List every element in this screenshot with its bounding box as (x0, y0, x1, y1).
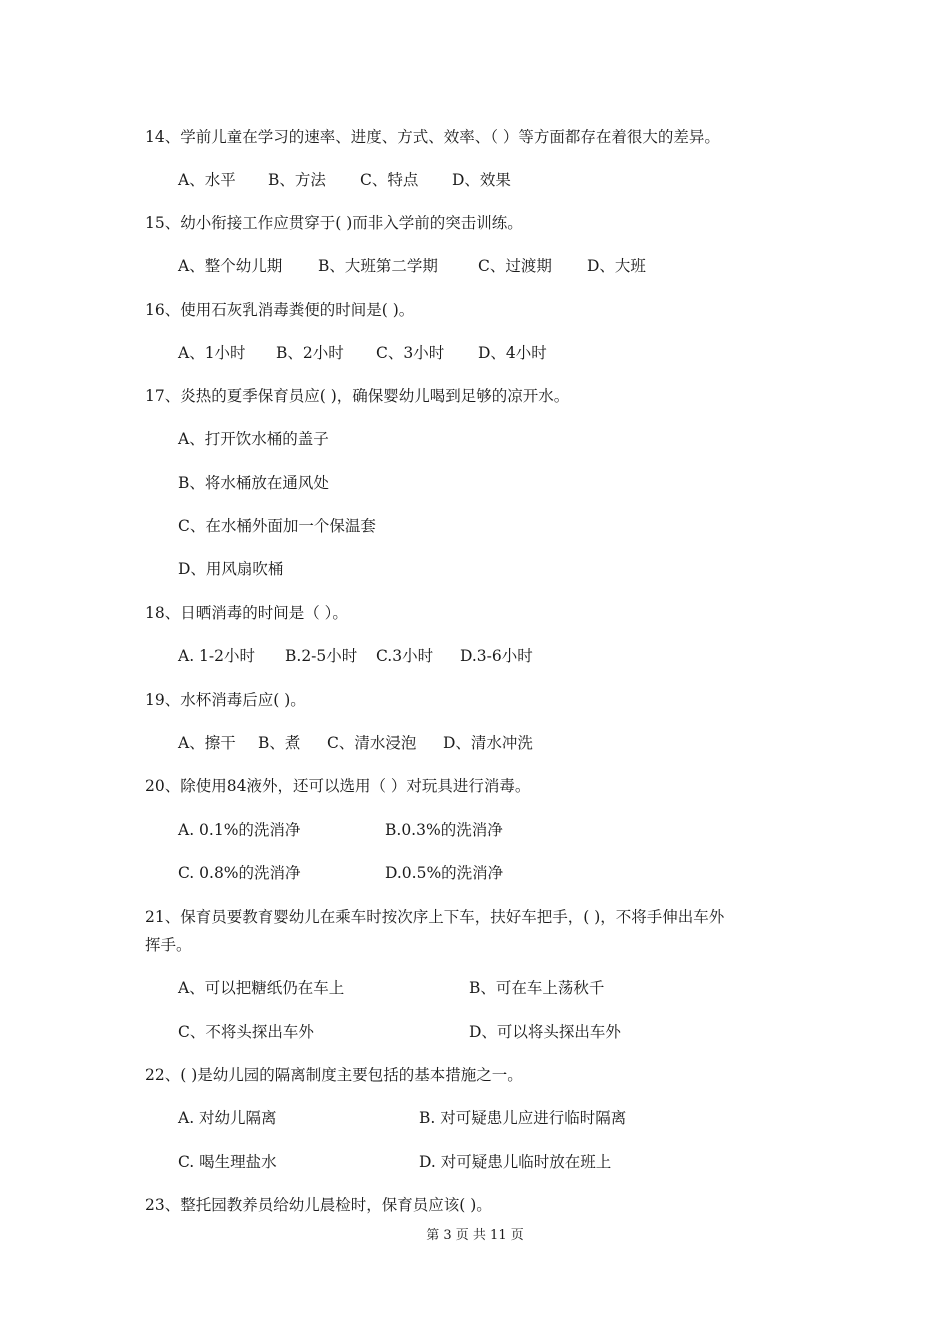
option-18-c: C.3小时 (376, 647, 434, 665)
option-17-c: C、在水桶外面加一个保温套 (178, 517, 376, 535)
option-22-d: D. 对可疑患儿临时放在班上 (419, 1153, 612, 1171)
option-17-d: D、用风扇吹桶 (178, 560, 284, 578)
option-19-d: D、清水冲洗 (443, 734, 533, 752)
question-23: 23、整托园教养员给幼儿晨检时，保育员应该( )。 (145, 1196, 492, 1214)
option-16-c: C、3小时 (376, 344, 445, 362)
option-16-d: D、4小时 (478, 344, 547, 362)
option-15-d: D、大班 (587, 257, 646, 275)
option-19-c: C、清水浸泡 (327, 734, 417, 752)
option-14-d: D、效果 (452, 171, 511, 189)
option-17-b: B、将水桶放在通风处 (178, 474, 329, 492)
option-20-b: B.0.3%的洗消净 (385, 821, 503, 839)
question-15: 15、幼小衔接工作应贯穿于( )而非入学前的突击训练。 (145, 214, 523, 232)
option-21-a: A、可以把糖纸仍在车上 (178, 979, 345, 997)
option-16-a: A、1小时 (178, 344, 246, 362)
page-footer: 第 3 页 共 11 页 (426, 1228, 524, 1243)
option-22-c: C. 喝生理盐水 (178, 1153, 277, 1171)
option-19-a: A、擦干 (178, 734, 236, 752)
option-18-d: D.3-6小时 (460, 647, 533, 665)
option-22-b: B. 对可疑患儿应进行临时隔离 (419, 1109, 627, 1127)
question-21: 21、保育员要教育婴幼儿在乘车时按次序上下车，扶好车把手，( )，不将手伸出车外 (145, 908, 725, 926)
option-22-a: A. 对幼儿隔离 (178, 1109, 277, 1127)
option-18-a: A. 1-2小时 (178, 647, 256, 665)
question-18: 18、日晒消毒的时间是（ ）。 (145, 604, 348, 622)
question-21-continued: 挥手。 (145, 936, 192, 954)
option-16-b: B、2小时 (276, 344, 344, 362)
option-20-c: C. 0.8%的洗消净 (178, 864, 301, 882)
option-15-a: A、整个幼儿期 (178, 257, 283, 275)
option-15-b: B、大班第二学期 (318, 257, 438, 275)
option-20-d: D.0.5%的洗消净 (385, 864, 504, 882)
option-14-a: A、水平 (178, 171, 236, 189)
question-17: 17、炎热的夏季保育员应( )，确保婴幼儿喝到足够的凉开水。 (145, 387, 570, 405)
question-16: 16、使用石灰乳消毒粪便的时间是( )。 (145, 301, 415, 319)
question-14: 14、学前儿童在学习的速率、进度、方式、效率、（ ）等方面都存在着很大的差异。 (145, 128, 720, 146)
question-20: 20、除使用84液外，还可以选用（ ）对玩具进行消毒。 (145, 777, 531, 795)
option-20-a: A. 0.1%的洗消净 (178, 821, 301, 839)
option-15-c: C、过渡期 (478, 257, 552, 275)
option-21-d: D、可以将头探出车外 (469, 1023, 621, 1041)
option-18-b: B.2-5小时 (285, 647, 358, 665)
question-19: 19、水杯消毒后应( )。 (145, 691, 306, 709)
question-22: 22、( )是幼儿园的隔离制度主要包括的基本措施之一。 (145, 1066, 523, 1084)
option-21-c: C、不将头探出车外 (178, 1023, 314, 1041)
option-21-b: B、可在车上荡秋千 (469, 979, 605, 997)
option-14-c: C、特点 (360, 171, 419, 189)
option-14-b: B、方法 (268, 171, 326, 189)
option-17-a: A、打开饮水桶的盖子 (178, 430, 329, 448)
option-19-b: B、煮 (258, 734, 301, 752)
